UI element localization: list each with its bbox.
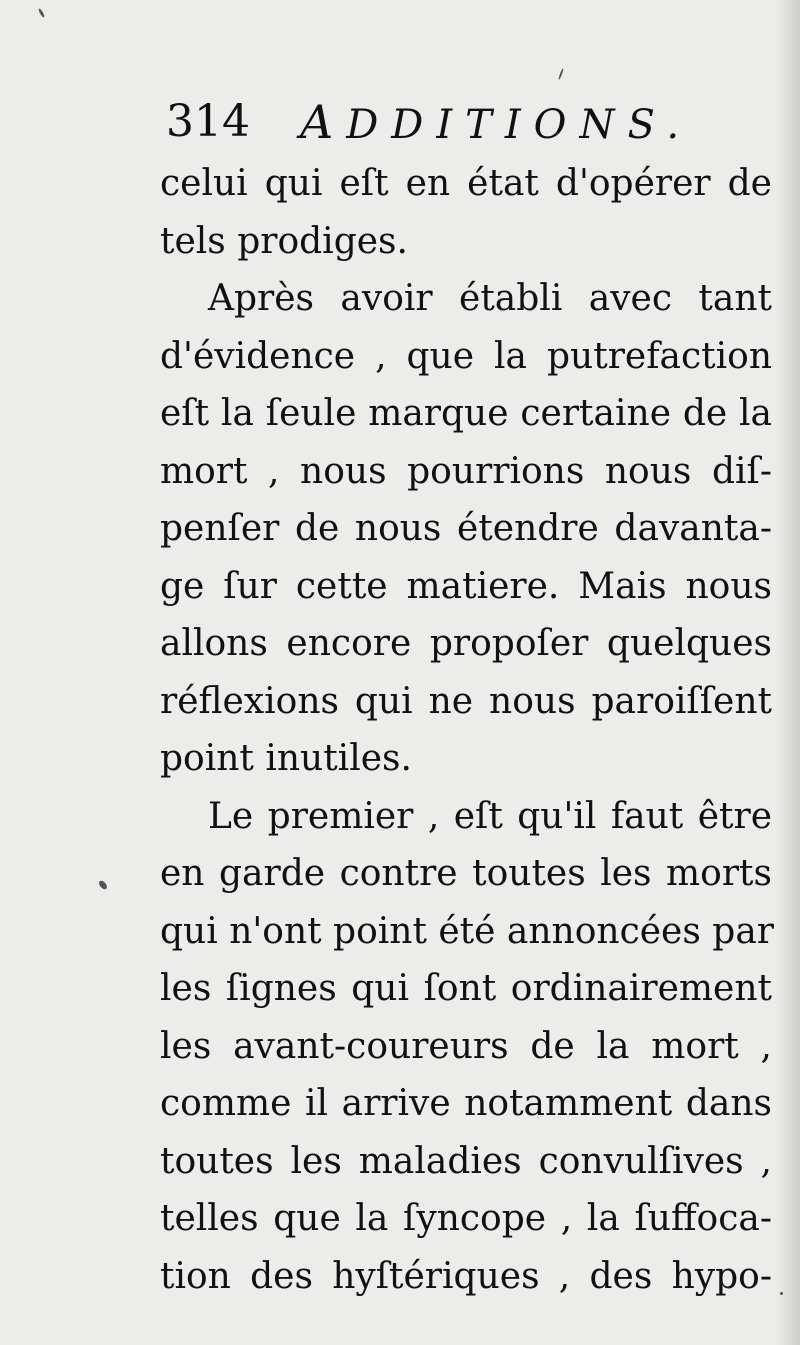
text-line: réflexions qui ne nous paroiſſent xyxy=(160,680,772,722)
running-title xyxy=(300,92,692,155)
text-line: les ſignes qui ſont ordinairement xyxy=(160,968,772,1009)
page-edge-shadow xyxy=(776,0,800,1345)
text-line: mort , nous pourrions nous diſ- xyxy=(160,450,772,492)
text-line: allons encore propoſer quelques xyxy=(160,623,772,664)
text-line: ge ſur cette matiere. Mais nous xyxy=(160,565,772,607)
text-line: les avant-coureurs de la mort , xyxy=(160,1025,772,1067)
text-line: celui qui eſt en état d'opérer de xyxy=(160,163,772,204)
text-line: tels prodiges. xyxy=(160,220,408,262)
page-header xyxy=(166,92,766,152)
ink-speck xyxy=(780,1292,783,1295)
ink-speck xyxy=(97,879,108,891)
body-text xyxy=(160,155,772,1305)
text-line: penſer de nous étendre davanta- xyxy=(160,508,772,549)
text-line: point inutiles. xyxy=(160,738,412,779)
running-title-rest: DDITIONS. xyxy=(346,102,693,148)
text-line: toutes les maladies convulſives , xyxy=(160,1140,772,1182)
ink-speck xyxy=(38,8,46,18)
text-line: telles que la ſyncope , la ſuffoca- xyxy=(160,1198,772,1239)
running-title-initial: A xyxy=(300,95,347,149)
text-line: tion des hyſtériques , des hypo- xyxy=(160,1255,772,1297)
text-line: en garde contre toutes les morts xyxy=(160,853,772,894)
text-line: qui n'ont point été annoncées par xyxy=(160,910,774,952)
text-line: d'évidence , que la putrefaction xyxy=(160,335,772,377)
ink-speck xyxy=(558,68,564,80)
text-line: comme il arrive notamment dans xyxy=(160,1083,772,1124)
text-line: Après avoir établi avec tant xyxy=(208,278,772,319)
text-line: Le premier , eſt qu'il faut être xyxy=(208,795,772,837)
text-line: eſt la ſeule marque certaine de la xyxy=(160,393,772,434)
page-number: 314 xyxy=(166,96,250,147)
